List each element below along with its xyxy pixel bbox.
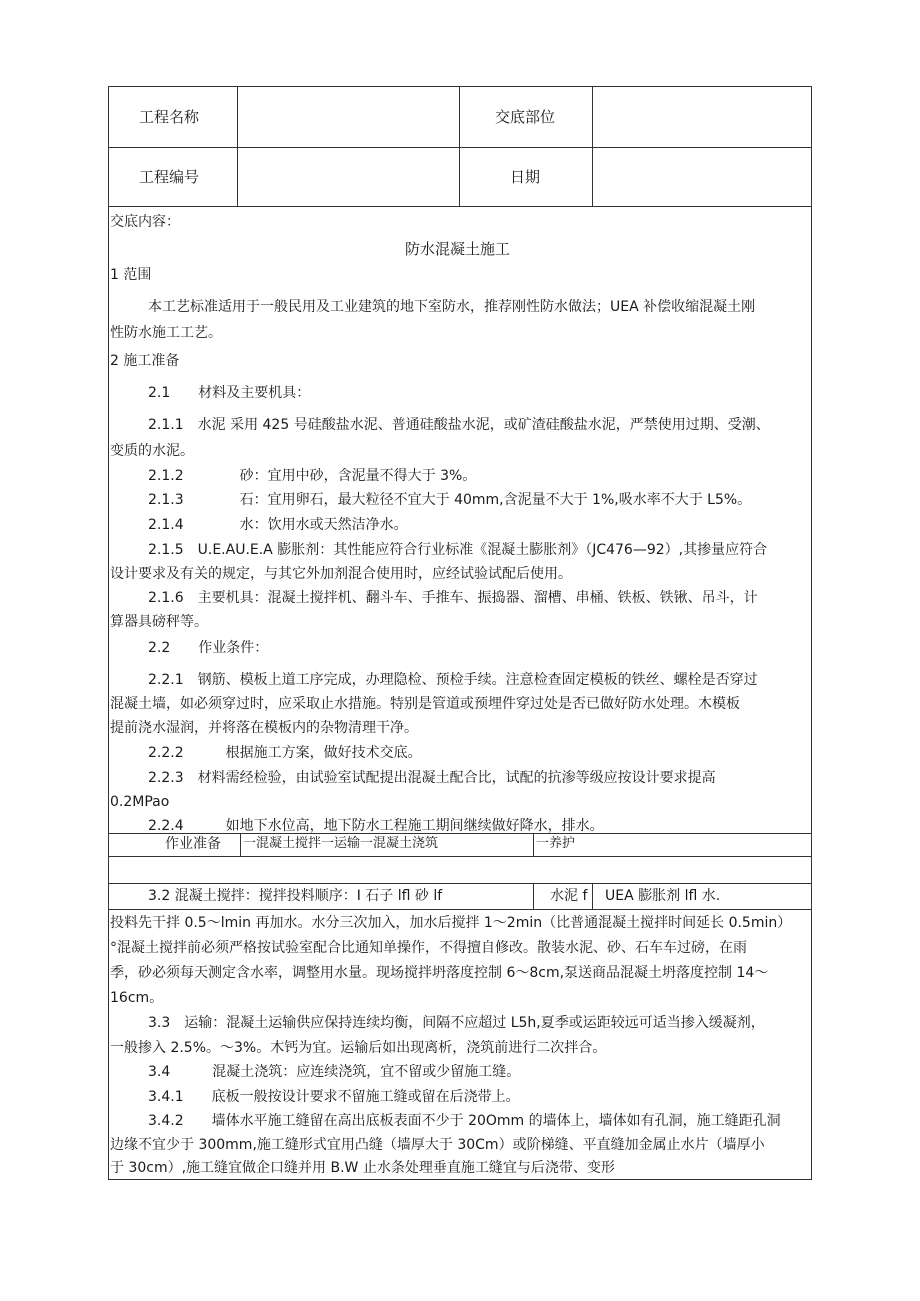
empty-row-bottom [108,883,812,884]
content-label: 交底内容： [110,214,180,230]
paragraph-line: 2.1.6 主要机具：混凝土搅拌机、翻斗车、手推车、振捣器、溜槽、串桶、铁板、铁锹、吊斗，计 [148,590,758,606]
paragraph-line: 算器具磅秤等。 [110,614,208,630]
section-heading: 1 范围 [110,267,152,283]
header-col-divider-2 [459,86,460,206]
flow-row-bottom [108,856,812,857]
paragraph-line: 变质的水泥。 [110,443,194,459]
project-no-label: 工程编号 [139,168,200,186]
paragraph-line: 设计要求及有关的规定，与其它外加剂混合使用时，应经试验试配后使用。 [110,566,572,582]
doc-title: 防水混凝土施工 [405,240,511,258]
header-col-divider-1 [237,86,238,206]
paragraph-line: 2.1.2 砂：宜用中砂，含泥量不得大于 3%。 [148,468,477,484]
paragraph-line: 3.4.1 底板一般按设计要求不留施工缝或留在后浇带上。 [148,1089,520,1105]
paragraph-line: 2.1.3 石：宜用卵石，最大粒径不宜大于 40mm,含泥量不大于 1%,吸水率不大于 L5%。 [148,492,752,508]
paragraph-line: 2.2.4 如地下水位高，地下防水工程施工期间继续做好降水，排水。 [148,818,604,834]
paragraph-line: 2.1.5 U.E.AU.E.A 膨胀剂：其性能应符合行业标准《混凝土膨胀剂》（JC476—92）,其掺量应符合 [148,542,768,558]
mix-row-bottom [108,909,812,910]
position-label: 交底部位 [495,108,556,126]
paragraph-line: 提前浇水湿润，并将落在模板内的杂物清理干净。 [110,720,418,736]
paragraph-line: 性防水施工工艺。 [110,325,222,341]
paragraph-line: 3.4 混凝土浇筑：应连续浇筑，宜不留或少留施工缝。 [148,1064,521,1080]
mix-order-text: 3.2 混凝土搅拌：搅拌投料顺序：I 石子 lfl 砂 lf [148,888,443,904]
flow-step-1: 一混凝土搅拌一运输一混凝土浇筑 [243,836,439,851]
paragraph-line: 2.2.3 材料需经检验，由试验室试配提出混凝土配合比，试配的抗渗等级应按设计要求提高 [148,770,716,786]
paragraph-line: 投料先干拌 0.5～lmin 再加水。水分三次加入，加水后搅拌 1～2min（比普通混凝土搅拌时间延长 0.5min） [110,915,792,931]
paragraph-line: 2.1.1 水泥 采用 425 号硅酸盐水泥、普通硅酸盐水泥，或矿渣硅酸盐水泥，严禁使用过期、受潮、 [148,417,770,433]
paragraph-line: 一般掺入 2.5%。～3%。木钙为宜。运输后如出现离析，浇筑前进行二次拌合。 [110,1040,607,1056]
paragraph-line: 本工艺标准适用于一般民用及工业建筑的地下室防水，推荐刚性防水做法；UEA 补偿收缩混凝土刚 [148,299,756,315]
paragraph-line: °混凝土搅拌前必须严格按试验室配合比通知单操作，不得擅自修改。散装水泥、砂、石车车过磅，在雨 [110,940,747,956]
paragraph-line: 2.1.4 水：饮用水或天然洁净水。 [148,517,408,533]
flow-col-divider-1 [240,833,241,856]
mix-col-divider-2 [592,883,593,909]
mix-cement: 水泥 f [550,888,588,904]
header-col-divider-3 [592,86,593,206]
project-name-label: 工程名称 [139,108,200,126]
header-row-divider [108,147,812,148]
paragraph-line: 3.3 运输：混凝土运输供应保持连续均衡，间隔不应超过 L5h,夏季或运距较远可适当掺入缓凝剂， [148,1015,765,1031]
paragraph-line: 3.4.2 墙体水平施工缝留在高出底板表面不少于 20Omm 的墙体上，墙体如有孔洞，施工缝距孔洞 [148,1113,781,1129]
paragraph-line: 2.1 材料及主要机具： [148,385,311,401]
paragraph-line: 季，砂必须每天测定含水率，调整用水量。现场搅拌坍落度控制 6～8cm,泵送商品混凝土坍落度控制 14～ [110,965,769,981]
flow-label: 作业准备 [165,836,221,852]
flow-col-divider-2 [533,833,534,856]
paragraph-line: 边缘不宜少于 300mm,施工缝形式宜用凸缝（墙厚大于 30Cm）或阶梯缝、平直缝加金属止水片（墙厚小 [110,1137,765,1153]
mix-col-divider-1 [533,883,534,909]
paragraph-line: 16cm。 [110,990,164,1006]
flow-step-2: 一养护 [536,836,576,851]
paragraph-line: 2.2 作业条件： [148,640,269,656]
paragraph-line: 混凝土墙，如必须穿过时，应采取止水措施。特别是管道或预埋件穿过处是否已做好防水处理。木模板 [110,696,740,712]
paragraph-line: 2.2.1 钢筋、模板上道工序完成，办理隐检、预检手续。注意检查固定模板的铁丝、螺栓是否穿过 [148,672,758,688]
paragraph-line: 2.2.2 根据施工方案，做好技术交底。 [148,745,422,761]
paragraph-line: 0.2MPao [110,794,170,810]
mix-admixture: UEA 膨胀剂 lfl 水. [605,888,721,904]
header-bottom-divider [108,206,812,207]
paragraph-line: 于 30cm）,施工缝宜做企口缝并用 B.W 止水条处理垂直施工缝宜与后浇带、变形 [110,1160,615,1176]
section-heading: 2 施工准备 [110,353,180,369]
date-label: 日期 [510,168,541,186]
